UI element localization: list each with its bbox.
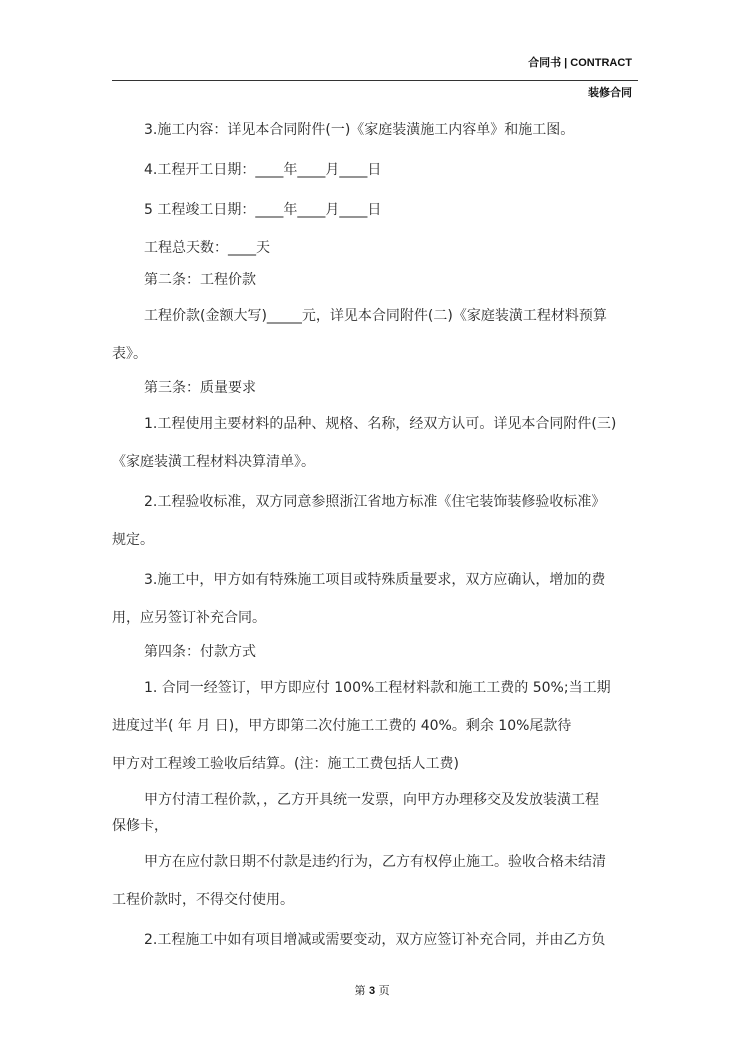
- text-line: 工程总天数：____天: [144, 240, 270, 256]
- text-line: 《家庭装潢工程材料决算清单》。: [112, 454, 315, 470]
- text-line: 5 工程竣工日期：____年____月____日: [144, 202, 382, 218]
- text-line: 甲方付清工程价款，，乙方开具统一发票，向甲方办理移交及发放装潢工程: [144, 792, 599, 808]
- text-line: 2.工程施工中如有项目增减或需要变动，双方应签订补充合同，并由乙方负: [144, 932, 606, 948]
- text-line: 进度过半( 年 月 日)，甲方即第二次付施工工费的 40%。剩余 10%尾款待: [112, 718, 572, 734]
- text-line: 表》。: [112, 346, 147, 362]
- section-heading: 第二条：工程价款: [144, 272, 256, 288]
- header-divider: [112, 80, 638, 81]
- page-number: 3: [368, 985, 376, 997]
- text-line: 3.施工内容：详见本合同附件(一)《家庭装潢施工内容单》和施工图。: [144, 122, 575, 138]
- header-subtitle: 装修合同: [588, 87, 632, 99]
- text-line: 2.工程验收标准，双方同意参照浙江省地方标准《住宅装饰装修验收标准》: [144, 494, 606, 510]
- section-heading: 第四条：付款方式: [144, 644, 256, 660]
- page-prefix: 第: [354, 984, 366, 997]
- text-line: 保修卡，: [112, 818, 168, 834]
- text-line: 用，应另签订补充合同。: [112, 610, 266, 626]
- header-title: 合同书 | CONTRACT: [528, 57, 632, 69]
- text-line: 工程价款时，不得交付使用。: [112, 892, 294, 908]
- section-heading: 第三条：质量要求: [144, 380, 256, 396]
- text-line: 4.工程开工日期：____年____月____日: [144, 162, 382, 178]
- text-line: 1.工程使用主要材料的品种、规格、名称，经双方认可。详见本合同附件(三): [144, 416, 617, 432]
- text-line: 规定。: [112, 532, 154, 548]
- text-line: 3.施工中，甲方如有特殊施工项目或特殊质量要求，双方应确认，增加的费: [144, 572, 606, 588]
- page-footer: [0, 982, 744, 998]
- text-line: 甲方在应付款日期不付款是违约行为，乙方有权停止施工。验收合格未结清: [144, 854, 606, 870]
- page-suffix: 页: [378, 984, 390, 997]
- text-line: 1. 合同一经签订，甲方即应付 100%工程材料款和施工工费的 50%;当工期: [144, 680, 611, 696]
- text-line: 工程价款(金额大写)_____元，详见本合同附件(二)《家庭装潢工程材料预算: [144, 308, 607, 324]
- text-line: 甲方对工程竣工验收后结算。(注：施工工费包括人工费): [112, 756, 459, 772]
